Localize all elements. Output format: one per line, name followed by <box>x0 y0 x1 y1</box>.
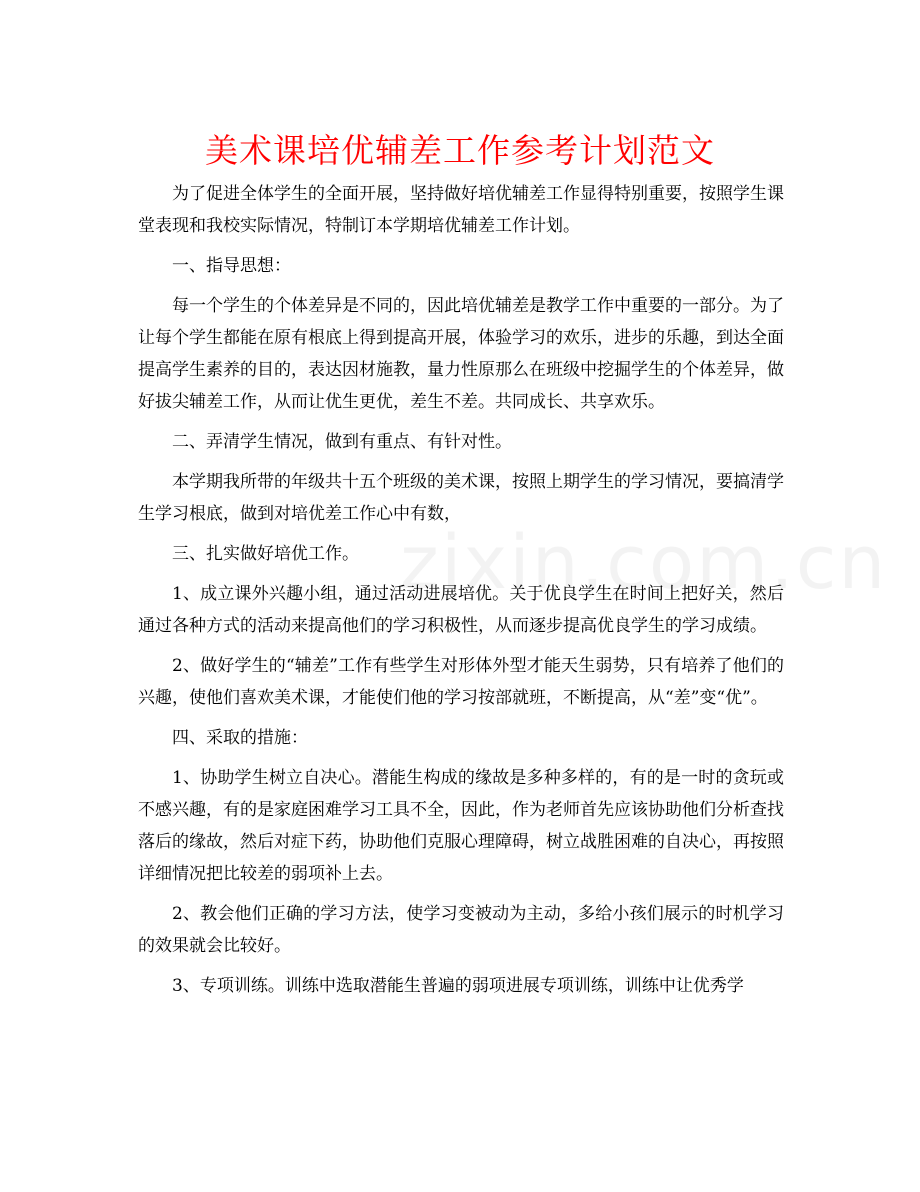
heading-guiding-thought: 一、指导思想： <box>172 256 291 276</box>
paragraph-guiding-thought: 每一个学生的个体差异是不同的，因此培优辅差是教学工作中重要的一部分。为了让每个学生都能在原有根底上得到提高开展，体验学习的欢乐，进步的乐趣，到达全面提高学生素养的目的，表达因材施教，量力性原那么在班级中挖掘学生的个体差异，做好拔尖辅差工作，从而让优生更优，差生不差。共同成长、共享欢乐。 <box>138 296 784 412</box>
document-body <box>138 178 784 1010</box>
paragraph-measure-confidence: 1、协助学生树立自决心。潜能生构成的缘故是多种多样的，有的是一时的贪玩或不感兴趣，有的是家庭困难学习工具不全，因此，作为老师首先应该协助他们分析查找落后的缘故，然后对症下药，协助他们克服心理障碍，树立战胜困难的自决心，再按照详细情况把比较差的弱项补上去。 <box>138 768 784 884</box>
paragraph-interest-group: 1、成立课外兴趣小组，通过活动进展培优。关于优良学生在时间上把好关，然后通过各种方式的活动来提高他们的学习积极性，从而逐步提高优良学生的学习成绩。 <box>138 584 784 636</box>
paragraph-student-situation: 本学期我所带的年级共十五个班级的美术课，按照上期学生的学习情况，要搞清学生学习根底，做到对培优差工作心中有数， <box>138 472 784 524</box>
heading-student-situation: 二、弄清学生情况，做到有重点、有针对性。 <box>172 432 512 452</box>
heading-top-students: 三、扎实做好培优工作。 <box>172 544 359 564</box>
paragraph-measure-training: 3、专项训练。训练中选取潜能生普遍的弱项进展专项训练，训练中让优秀学 <box>172 976 744 996</box>
paragraph-help-weak-students: 2、做好学生的“辅差”工作有些学生对形体外型才能天生弱势，只有培养了他们的兴趣，使他们喜欢美术课，才能使们他的学习按部就班，不断提高，从“差”变“优”。 <box>138 656 784 708</box>
heading-measures: 四、采取的措施： <box>172 728 308 748</box>
paragraph-intro: 为了促进全体学生的全面开展，坚持做好培优辅差工作显得特别重要，按照学生课堂表现和我校实际情况，特制订本学期培优辅差工作计划。 <box>138 184 784 236</box>
document-title: 美术课培优辅差工作参考计划范文 <box>205 131 715 170</box>
paragraph-measure-methods: 2、教会他们正确的学习方法，使学习变被动为主动，多给小孩们展示的时机学习的效果就会比较好。 <box>138 904 784 956</box>
